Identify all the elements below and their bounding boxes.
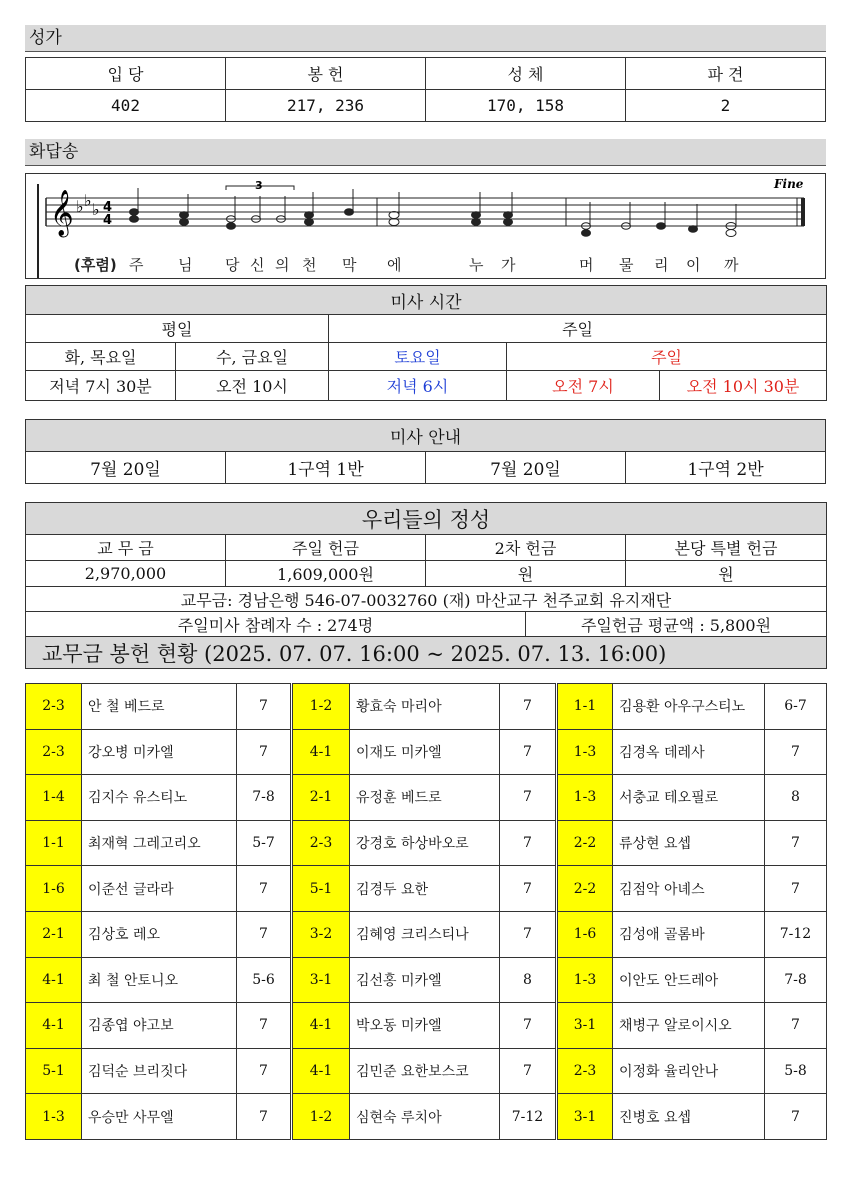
roster-name: 서충교 테오필로	[613, 775, 765, 821]
roster-group: 3-1	[557, 1094, 613, 1140]
svg-text:4: 4	[103, 200, 113, 215]
roster-months: 7	[237, 729, 292, 775]
roster-months: 7	[765, 820, 827, 866]
roster-group: 1-3	[557, 957, 613, 1003]
attendance-count: 주일미사 참례자 수 : 274명	[26, 612, 526, 637]
roster-name: 류상현 요셉	[613, 820, 765, 866]
table-row	[26, 1094, 827, 1140]
fine-mark: Fine	[774, 177, 804, 191]
roster-group: 1-3	[26, 1094, 82, 1140]
flat-icon: ♭	[84, 191, 92, 210]
treble-clef-icon: 𝄞	[50, 190, 74, 236]
roster-name: 김지수 유스티노	[82, 775, 237, 821]
roster-group: 2-3	[26, 684, 82, 730]
hymn-value-offertory: 217, 236	[226, 90, 426, 122]
roster-name: 김경옥 데레사	[613, 729, 765, 775]
roster-group: 4-1	[26, 1003, 82, 1049]
roster-group: 1-6	[26, 866, 82, 912]
offerings-title: 우리들의 정성	[26, 503, 827, 535]
lyric: 막	[342, 256, 357, 274]
roster-months: 7-12	[765, 911, 827, 957]
roster-months: 5-6	[237, 957, 292, 1003]
roster-name: 김경두 요한	[350, 866, 500, 912]
roster-name: 강오병 미카엘	[82, 729, 237, 775]
lyric: 의	[275, 256, 290, 274]
roster-group: 3-1	[557, 1003, 613, 1049]
time-sunday-early: 오전 7시	[507, 371, 660, 401]
mass-times-table	[25, 285, 827, 401]
mass-times-title: 미사 시간	[26, 286, 827, 315]
roster-name: 이정화 율리안나	[613, 1048, 765, 1094]
roster-months: 5-8	[765, 1048, 827, 1094]
roster-group: 2-2	[557, 820, 613, 866]
mass-guide-title: 미사 안내	[26, 420, 826, 452]
roster-name: 김상호 레오	[82, 911, 237, 957]
table-row	[26, 1003, 827, 1049]
roster-group: 5-1	[26, 1048, 82, 1094]
lyric: 님	[178, 256, 193, 274]
offering-value-dues: 2,970,000	[26, 561, 226, 587]
refrain-label: (후렴)	[74, 256, 117, 274]
roster-group: 1-3	[557, 775, 613, 821]
offering-header-special: 본당 특별 헌금	[626, 535, 827, 561]
roster-months: 7	[500, 866, 557, 912]
roster-months: 7	[500, 1003, 557, 1049]
roster-months: 7-8	[765, 957, 827, 1003]
roster-months: 7	[237, 684, 292, 730]
roster-months: 7	[500, 1048, 557, 1094]
bank-account: 교무금: 경남은행 546-07-0032760 (재) 마산교구 천주교회 유지재단	[26, 587, 827, 612]
time-wed-fri: 오전 10시	[176, 371, 329, 401]
roster-name: 이준선 글라라	[82, 866, 237, 912]
sunday-label: 주일	[329, 315, 827, 343]
mass-guide-table	[25, 419, 826, 484]
roster-group: 1-1	[26, 820, 82, 866]
roster-name: 김종엽 야고보	[82, 1003, 237, 1049]
hymn-header-offertory: 봉 헌	[226, 58, 426, 90]
roster-months: 7	[237, 1094, 292, 1140]
roster-group: 2-3	[557, 1048, 613, 1094]
lyric: 가	[501, 256, 516, 274]
day-tue-thu: 화, 목요일	[26, 343, 176, 371]
roster-name: 이재도 미카엘	[350, 729, 500, 775]
roster-months: 7	[500, 775, 557, 821]
roster-name: 심현숙 루치아	[350, 1094, 500, 1140]
table-row	[26, 957, 827, 1003]
lyric: 이	[686, 256, 701, 274]
roster-name: 이안도 안드레아	[613, 957, 765, 1003]
roster-months: 7-12	[500, 1094, 557, 1140]
lyric: 물	[619, 256, 634, 274]
roster-name: 유정훈 베드로	[350, 775, 500, 821]
hymn-header-entrance: 입 당	[26, 58, 226, 90]
table-row	[26, 866, 827, 912]
day-sunday: 주일	[507, 343, 827, 371]
roster-name: 최재혁 그레고리오	[82, 820, 237, 866]
roster-group: 4-1	[26, 957, 82, 1003]
roster-group: 4-1	[292, 729, 350, 775]
roster-name: 김덕순 브리짓다	[82, 1048, 237, 1094]
roster-group: 5-1	[292, 866, 350, 912]
roster-months: 7	[765, 1003, 827, 1049]
offering-value-sunday: 1,609,000원	[226, 561, 426, 587]
mass-guide-date-1: 7월 20일	[26, 452, 226, 484]
roster-group: 3-1	[292, 957, 350, 1003]
hymn-value-entrance: 402	[26, 90, 226, 122]
roster-name: 박오동 미카엘	[350, 1003, 500, 1049]
roster-name: 김민준 요한보스코	[350, 1048, 500, 1094]
roster-group: 2-3	[26, 729, 82, 775]
roster-months: 7	[237, 911, 292, 957]
lyric: 에	[387, 256, 402, 274]
roster-name: 안 철 베드로	[82, 684, 237, 730]
offering-header-second: 2차 헌금	[426, 535, 626, 561]
mass-guide-group-1: 1구역 1반	[226, 452, 426, 484]
lyric: 주	[129, 256, 144, 274]
roster-months: 7	[765, 866, 827, 912]
table-row	[26, 684, 827, 730]
roster-months: 8	[765, 775, 827, 821]
time-tue-thu: 저녁 7시 30분	[26, 371, 176, 401]
roster-name: 김용환 아우구스티노	[613, 684, 765, 730]
roster-name: 강경호 하상바오로	[350, 820, 500, 866]
roster-name: 김선홍 미카엘	[350, 957, 500, 1003]
psalm-title: 화답송	[25, 139, 826, 166]
lyric: 머	[579, 256, 594, 274]
hymn-value-dismissal: 2	[626, 90, 826, 122]
roster-months: 7	[500, 684, 557, 730]
roster-name: 황효숙 마리아	[350, 684, 500, 730]
offering-header-dues: 교 무 금	[26, 535, 226, 561]
roster-group: 2-2	[557, 866, 613, 912]
hymn-header-communion: 성 체	[426, 58, 626, 90]
time-sunday-late: 오전 10시 30분	[660, 371, 827, 401]
table-row	[26, 775, 827, 821]
lyric: 리	[654, 256, 669, 274]
roster-name: 최 철 안토니오	[82, 957, 237, 1003]
roster-name: 김성애 골롬바	[613, 911, 765, 957]
hymn-value-communion: 170, 158	[426, 90, 626, 122]
table-row	[26, 820, 827, 866]
roster-group: 1-4	[26, 775, 82, 821]
roster-months: 6-7	[765, 684, 827, 730]
roster-months: 7	[765, 1094, 827, 1140]
roster-months: 7	[237, 1003, 292, 1049]
hymns-title: 성가	[25, 25, 826, 52]
table-row	[26, 729, 827, 775]
roster-months: 7	[765, 729, 827, 775]
roster-group: 3-2	[292, 911, 350, 957]
roster-name: 우승만 사무엘	[82, 1094, 237, 1140]
roster-name: 김점악 아녜스	[613, 866, 765, 912]
table-row	[26, 911, 827, 957]
music-staff	[26, 174, 825, 278]
roster-months: 7-8	[237, 775, 292, 821]
roster-group: 1-1	[557, 684, 613, 730]
roster-months: 7	[500, 911, 557, 957]
day-wed-fri: 수, 금요일	[176, 343, 329, 371]
roster-name: 진병호 요셉	[613, 1094, 765, 1140]
offerings-table	[25, 502, 827, 669]
time-saturday: 저녁 6시	[329, 371, 507, 401]
roster-months: 7	[237, 1048, 292, 1094]
flat-icon: ♭	[76, 197, 84, 216]
mass-guide-group-2: 1구역 2반	[626, 452, 826, 484]
weekday-label: 평일	[26, 315, 329, 343]
roster-group: 1-6	[557, 911, 613, 957]
dues-roster-table	[25, 683, 827, 1140]
table-row	[26, 1048, 827, 1094]
lyric: 까	[724, 256, 739, 274]
dues-status-title: 교무금 봉헌 현황 (2025. 07. 07. 16:00 ~ 2025. 07. 13. 16:00)	[26, 637, 827, 669]
psalm-score	[25, 173, 826, 279]
roster-name: 채병구 알로이시오	[613, 1003, 765, 1049]
roster-group: 4-1	[292, 1003, 350, 1049]
flat-icon: ♭	[92, 200, 100, 219]
day-saturday: 토요일	[329, 343, 507, 371]
triplet-mark: 3	[255, 179, 263, 192]
average-offering: 주일헌금 평균액 : 5,800원	[526, 612, 827, 637]
hymn-header-dismissal: 파 견	[626, 58, 826, 90]
svg-text:4: 4	[103, 213, 113, 228]
roster-group: 2-1	[26, 911, 82, 957]
mass-guide-date-2: 7월 20일	[426, 452, 626, 484]
roster-group: 2-3	[292, 820, 350, 866]
offering-value-special: 원	[626, 561, 827, 587]
roster-months: 7	[500, 820, 557, 866]
roster-group: 2-1	[292, 775, 350, 821]
lyric: 당	[225, 256, 240, 274]
offering-value-second: 원	[426, 561, 626, 587]
roster-months: 7	[500, 729, 557, 775]
lyric: 누	[469, 256, 484, 274]
lyric: 천	[302, 256, 317, 274]
hymns-table	[25, 57, 826, 122]
roster-group: 1-2	[292, 684, 350, 730]
roster-months: 8	[500, 957, 557, 1003]
roster-group: 1-2	[292, 1094, 350, 1140]
offering-header-sunday: 주일 헌금	[226, 535, 426, 561]
roster-group: 1-3	[557, 729, 613, 775]
roster-months: 7	[237, 866, 292, 912]
roster-months: 5-7	[237, 820, 292, 866]
roster-name: 김혜영 크리스티나	[350, 911, 500, 957]
lyric: 신	[250, 256, 265, 274]
roster-group: 4-1	[292, 1048, 350, 1094]
